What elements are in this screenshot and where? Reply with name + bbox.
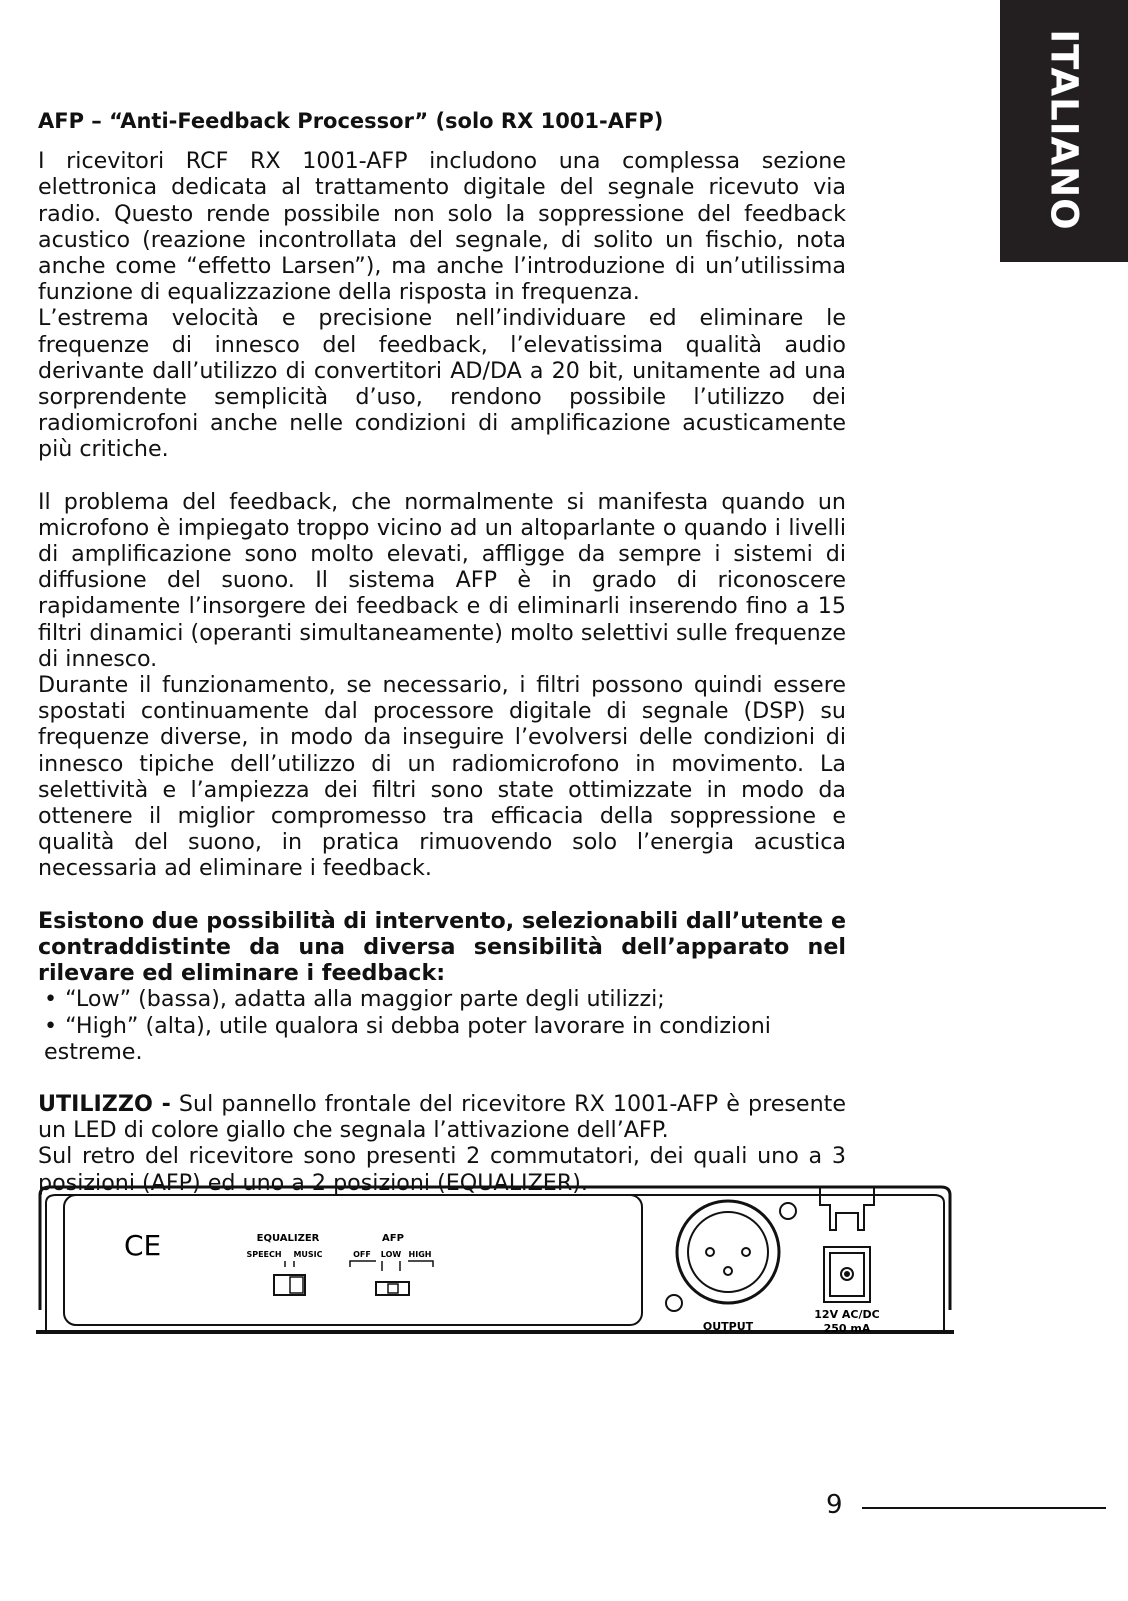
usage-text: Sul pannello frontale del ricevitore RX 1001-AFP è presente un LED di colore giallo che segnala l’attivazione dell’AFP. <box>38 1090 846 1144</box>
afp-off-label: OFF <box>353 1250 371 1259</box>
paragraph-operation: Durante il funzionamento, se necessario, i filtri possono quindi essere spostati continuamente dal processore digitale di segnale (DSP) su frequenze diverse, in modo da inseguire l’evolversi delle condizioni di innesco tipiche dell’utilizzo di un radiomicrofono in movimento. La selettività e l’ampiezza dei filtri sono state ottimizzate in modo da ottenere il miglior compromesso tra efficacia della soppressione e qualità del suono, in pratica rimuovendo solo l’energia acustica necessaria ad eliminare i feedback. <box>38 672 846 882</box>
eq-speech-label: SPEECH <box>246 1250 282 1259</box>
eq-music-label: MUSIC <box>293 1250 323 1259</box>
language-tab-label: ITALIANO <box>1042 29 1086 231</box>
xlr-output-connector <box>666 1201 796 1311</box>
afp-high-label: HIGH <box>408 1250 432 1259</box>
page-number: 9 <box>826 1490 843 1520</box>
section-title: AFP – “Anti-Feedback Processor” (solo RX 1001-AFP) <box>38 109 664 133</box>
afp-label: AFP <box>382 1233 404 1244</box>
output-label: OUTPUT <box>702 1320 754 1333</box>
language-tab <box>1000 0 1128 262</box>
receiver-rear-panel-illustration <box>36 1175 956 1350</box>
paragraph-problem: Il problema del feedback, che normalmente si manifesta quando un microfono è impiegato troppo vicino ad un altoparlante o quando i livelli di amplificazione sono molto elevati, affligge da sempre i sistemi di diffusione del suono. Il sistema AFP è in grado di riconoscere rapidamente l’insorgere dei feedback e di eliminarli inserendo fino a 15 filtri dinamici (operanti simultaneamente) molto selettivi sulle frequenze di innesco. <box>38 488 846 672</box>
options-list <box>38 986 846 1065</box>
power-jack <box>820 1187 874 1302</box>
ce-mark: CE <box>124 1229 162 1262</box>
options-heading: Esistono due possibilità di intervento, selezionabili dall’utente e contraddistinte da una diversa sensibilità dell’apparato nel rilevare ed eliminare i feedback: <box>38 907 846 987</box>
paragraph-speed: L’estrema velocità e precisione nell’individuare ed eliminare le frequenze di innesco del feedback, l’elevatissima qualità audio derivante dall’utilizzo di convertitori AD/DA a 20 bit, unitamente ad una sorprendente semplicità d’uso, rendono possibile l’utilizzo dei radiomicrofoni anche nelle condizioni di amplificazione acusticamente più critiche. <box>38 305 846 463</box>
paragraph-intro: I ricevitori RCF RX 1001-AFP includono una complessa sezione elettronica dedicata al trattamento digitale del segnale ricevuto via radio. Questo rende possibile non solo la soppressione del feedback acustico (reazione incontrollata del segnale, di solito un fischio, nota anche come “effetto Larsen”), ma anche l’introduzione di un’utilissima funzione di equalizzazione della risposta in frequenza. <box>38 148 846 306</box>
power-label-voltage: 12V AC/DC <box>814 1308 880 1321</box>
main-text <box>38 108 846 1196</box>
equalizer-label: EQUALIZER <box>256 1233 320 1244</box>
footer-rule <box>862 1507 1106 1509</box>
option-high: • “High” (alta), utile qualora si debba poter lavorare in condizioni estreme. <box>38 1013 846 1065</box>
usage-label: UTILIZZO - <box>38 1090 171 1117</box>
afp-low-label: LOW <box>380 1250 402 1259</box>
usage-paragraph-2: Sul retro del ricevitore sono presenti 2 commutatori, dei quali uno a 3 posizioni (AFP) ed uno a 2 posizioni (EQUALIZER). <box>38 1143 846 1196</box>
usage-paragraph <box>38 1091 846 1143</box>
power-label-current: 250 mA <box>823 1322 871 1335</box>
option-low: • “Low” (bassa), adatta alla maggior parte degli utilizzi; <box>38 986 846 1012</box>
